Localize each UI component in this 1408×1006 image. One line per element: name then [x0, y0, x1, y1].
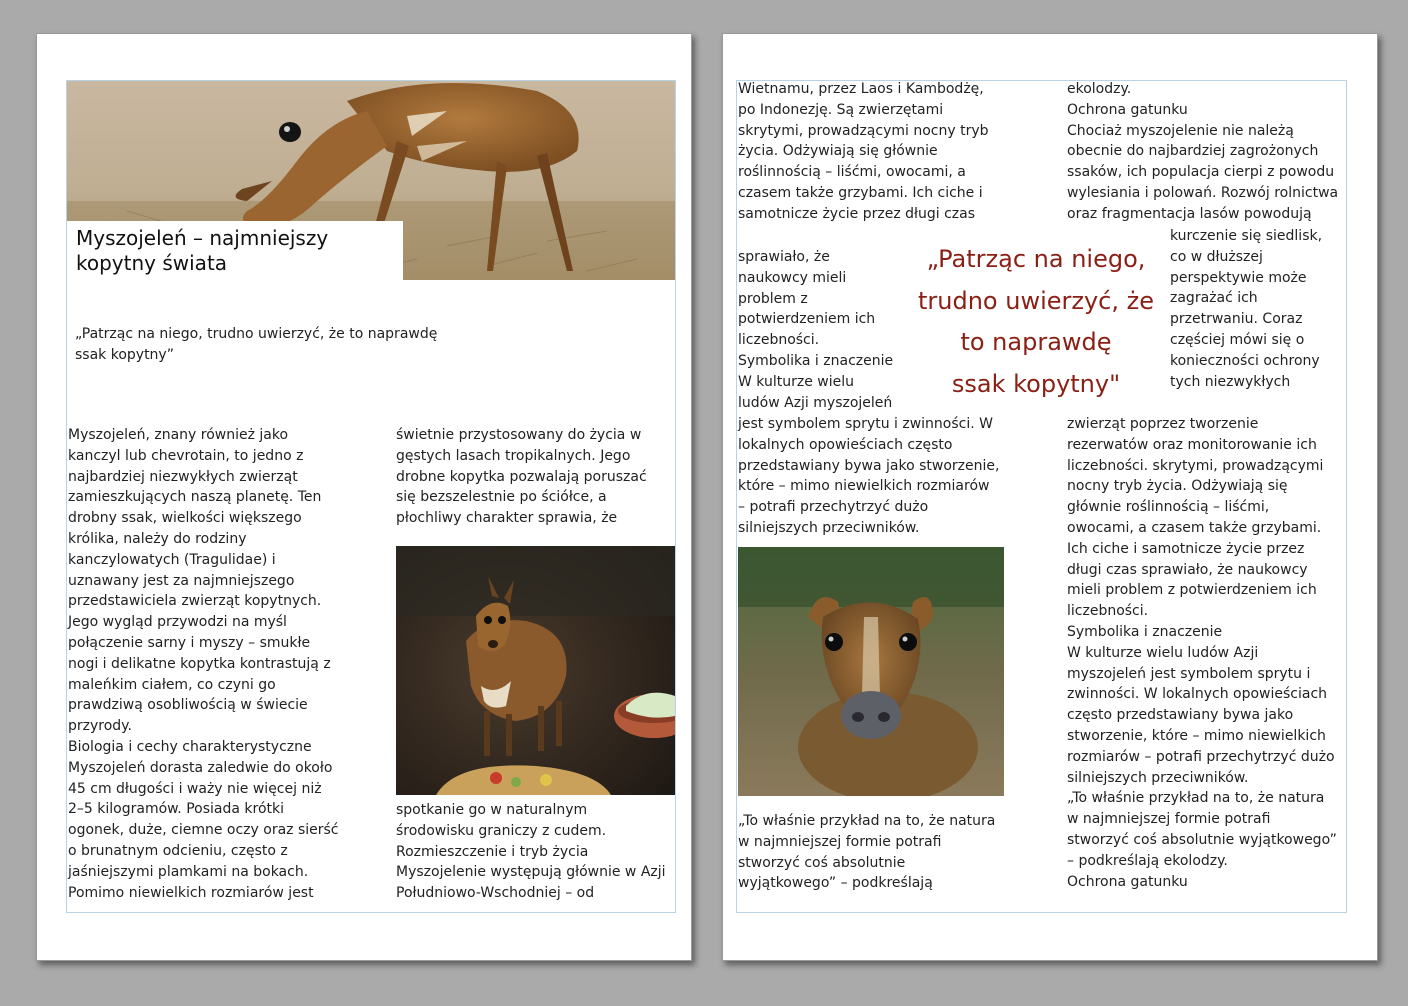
pull-quote: „Patrząc na niego, trudno uwierzyć, że to naprawdę ssak kopytny" [917, 245, 1154, 398]
article-title [67, 221, 403, 281]
right-column-1-mid: sprawiało, że naukowcy mieli problem z potwierdzeniem ich liczebności. Symbolika i znaczenie W kulturze wielu ludów Azji myszojeleń [738, 249, 894, 411]
intro-quote: „Patrząc na niego, trudno uwierzyć, że to naprawdę ssak kopytny” [75, 326, 438, 363]
right-column-1-top: Wietnamu, przez Laos i Kambodżę, po Indonezję. Są zwierzętami skrytymi, prowadzącymi nocny tryb życia. Odżywiają się głównie roślinnością – liśćmi, owocami, a czasem także grzybami. Ich ciche i samotnicze życie przez długi czas [738, 81, 989, 222]
right-column-2-mid: kurczenie się siedlisk, co w dłuższej perspektywie może zagrażać ich przetrwaniu. Coraz częściej mówi się o konieczności ochrony tych niezwykłych [1170, 228, 1323, 390]
right-page [722, 33, 1378, 961]
left-column-1: Myszojeleń, znany również jako kanczyl lub chevrotain, to jedno z najbardziej niezwykłych zwierząt zamieszkujących naszą planetę. Ten drobny ssak, wielkości większego królika, należy do rodziny kanczylowatych (Tragulidae) i uznawany jest za najmniejszego przedstawiciela zwierząt kopytnych. Jego wygląd przywodzi na myśl połączenie sarny i myszy – smukłe nogi i delikatne kopytka kontrastują z maleńkim ciałem, co czyni go prawdziwą osobliwością w świecie przyrody. Biologia i cechy charakterystyczne Myszojeleń dorasta zaledwie do około 45 cm długości i waży nie więcej niż 2–5 kilogramów. Posiada krótki ogonek, duże, ciemne oczy oraz sierść o brunatnym odcieniu, często z jaśniejszymi plamkami na bokach. Pomimo niewielkich rozmiarów jest [68, 427, 339, 901]
left-column-2-top: świetnie przystosowany do życia w gęstych lasach tropikalnych. Jego drobne kopytka pozwalają poruszać się bezszelestnie po ściółce, a płochliwy charakter sprawia, że [396, 427, 647, 527]
mouse-deer-photo-standing [396, 546, 675, 795]
left-page [36, 33, 692, 961]
right-column-2-top: ekolodzy. Ochrona gatunku Chociaż myszojelenie nie należą obecnie do najbardziej zagrożonych ssaków, ich populacja cierpi z powodu wylesiania i polowań. Rozwój rolnictwa oraz fragmentacja lasów powodują [1067, 81, 1339, 222]
right-column-1-lower: jest symbolem sprytu i zwinności. W lokalnych opowieściach często przedstawiany bywa jako stworzenie, które – mimo niewielkich rozmiarów – potrafi przechytrzyć dużo silniejszych przeciwników. [738, 416, 1000, 536]
right-column-2-lower: zwierząt poprzez tworzenie rezerwatów oraz monitorowanie ich liczebności. skrytymi, prowadzącymi nocny tryb życia. Odżywiają się głównie roślinnością – liśćmi, owocami, a czasem także grzybami. Ich ciche i samotnicze życie przez długi czas sprawiało, że naukowcy mieli problem z potwierdzeniem ich liczebności. Symbolika i znaczenie W kulturze wielu ludów Azji myszojeleń jest symbolem sprytu i zwinności. W lokalnych opowieściach często przedstawiany bywa jako stworzenie, które – mimo niewielkich rozmiarów – potrafi przechytrzyć dużo silniejszych przeciwników. „To właśnie przykład na to, że natura w najmniejszej formie potrafi stworzyć coś absolutnie wyjątkowego” – podkreślają ekolodzy. Ochrona gatunku [1067, 416, 1337, 890]
article-title-text: Myszojeleń – najmniejszy kopytny świata [76, 226, 329, 275]
right-column-1-bottom: „To właśnie przykład na to, że natura w najmniejszej formie potrafi stworzyć coś absolutnie wyjątkowego” – podkreślają [738, 813, 996, 892]
left-column-2-bottom: spotkanie go w naturalnym środowisku graniczy z cudem. Rozmieszczenie i tryb życia Myszojelenie występują głównie w Azji Południowo-Wschodniej – od [396, 802, 666, 902]
mouse-deer-closeup-photo [738, 547, 1004, 796]
